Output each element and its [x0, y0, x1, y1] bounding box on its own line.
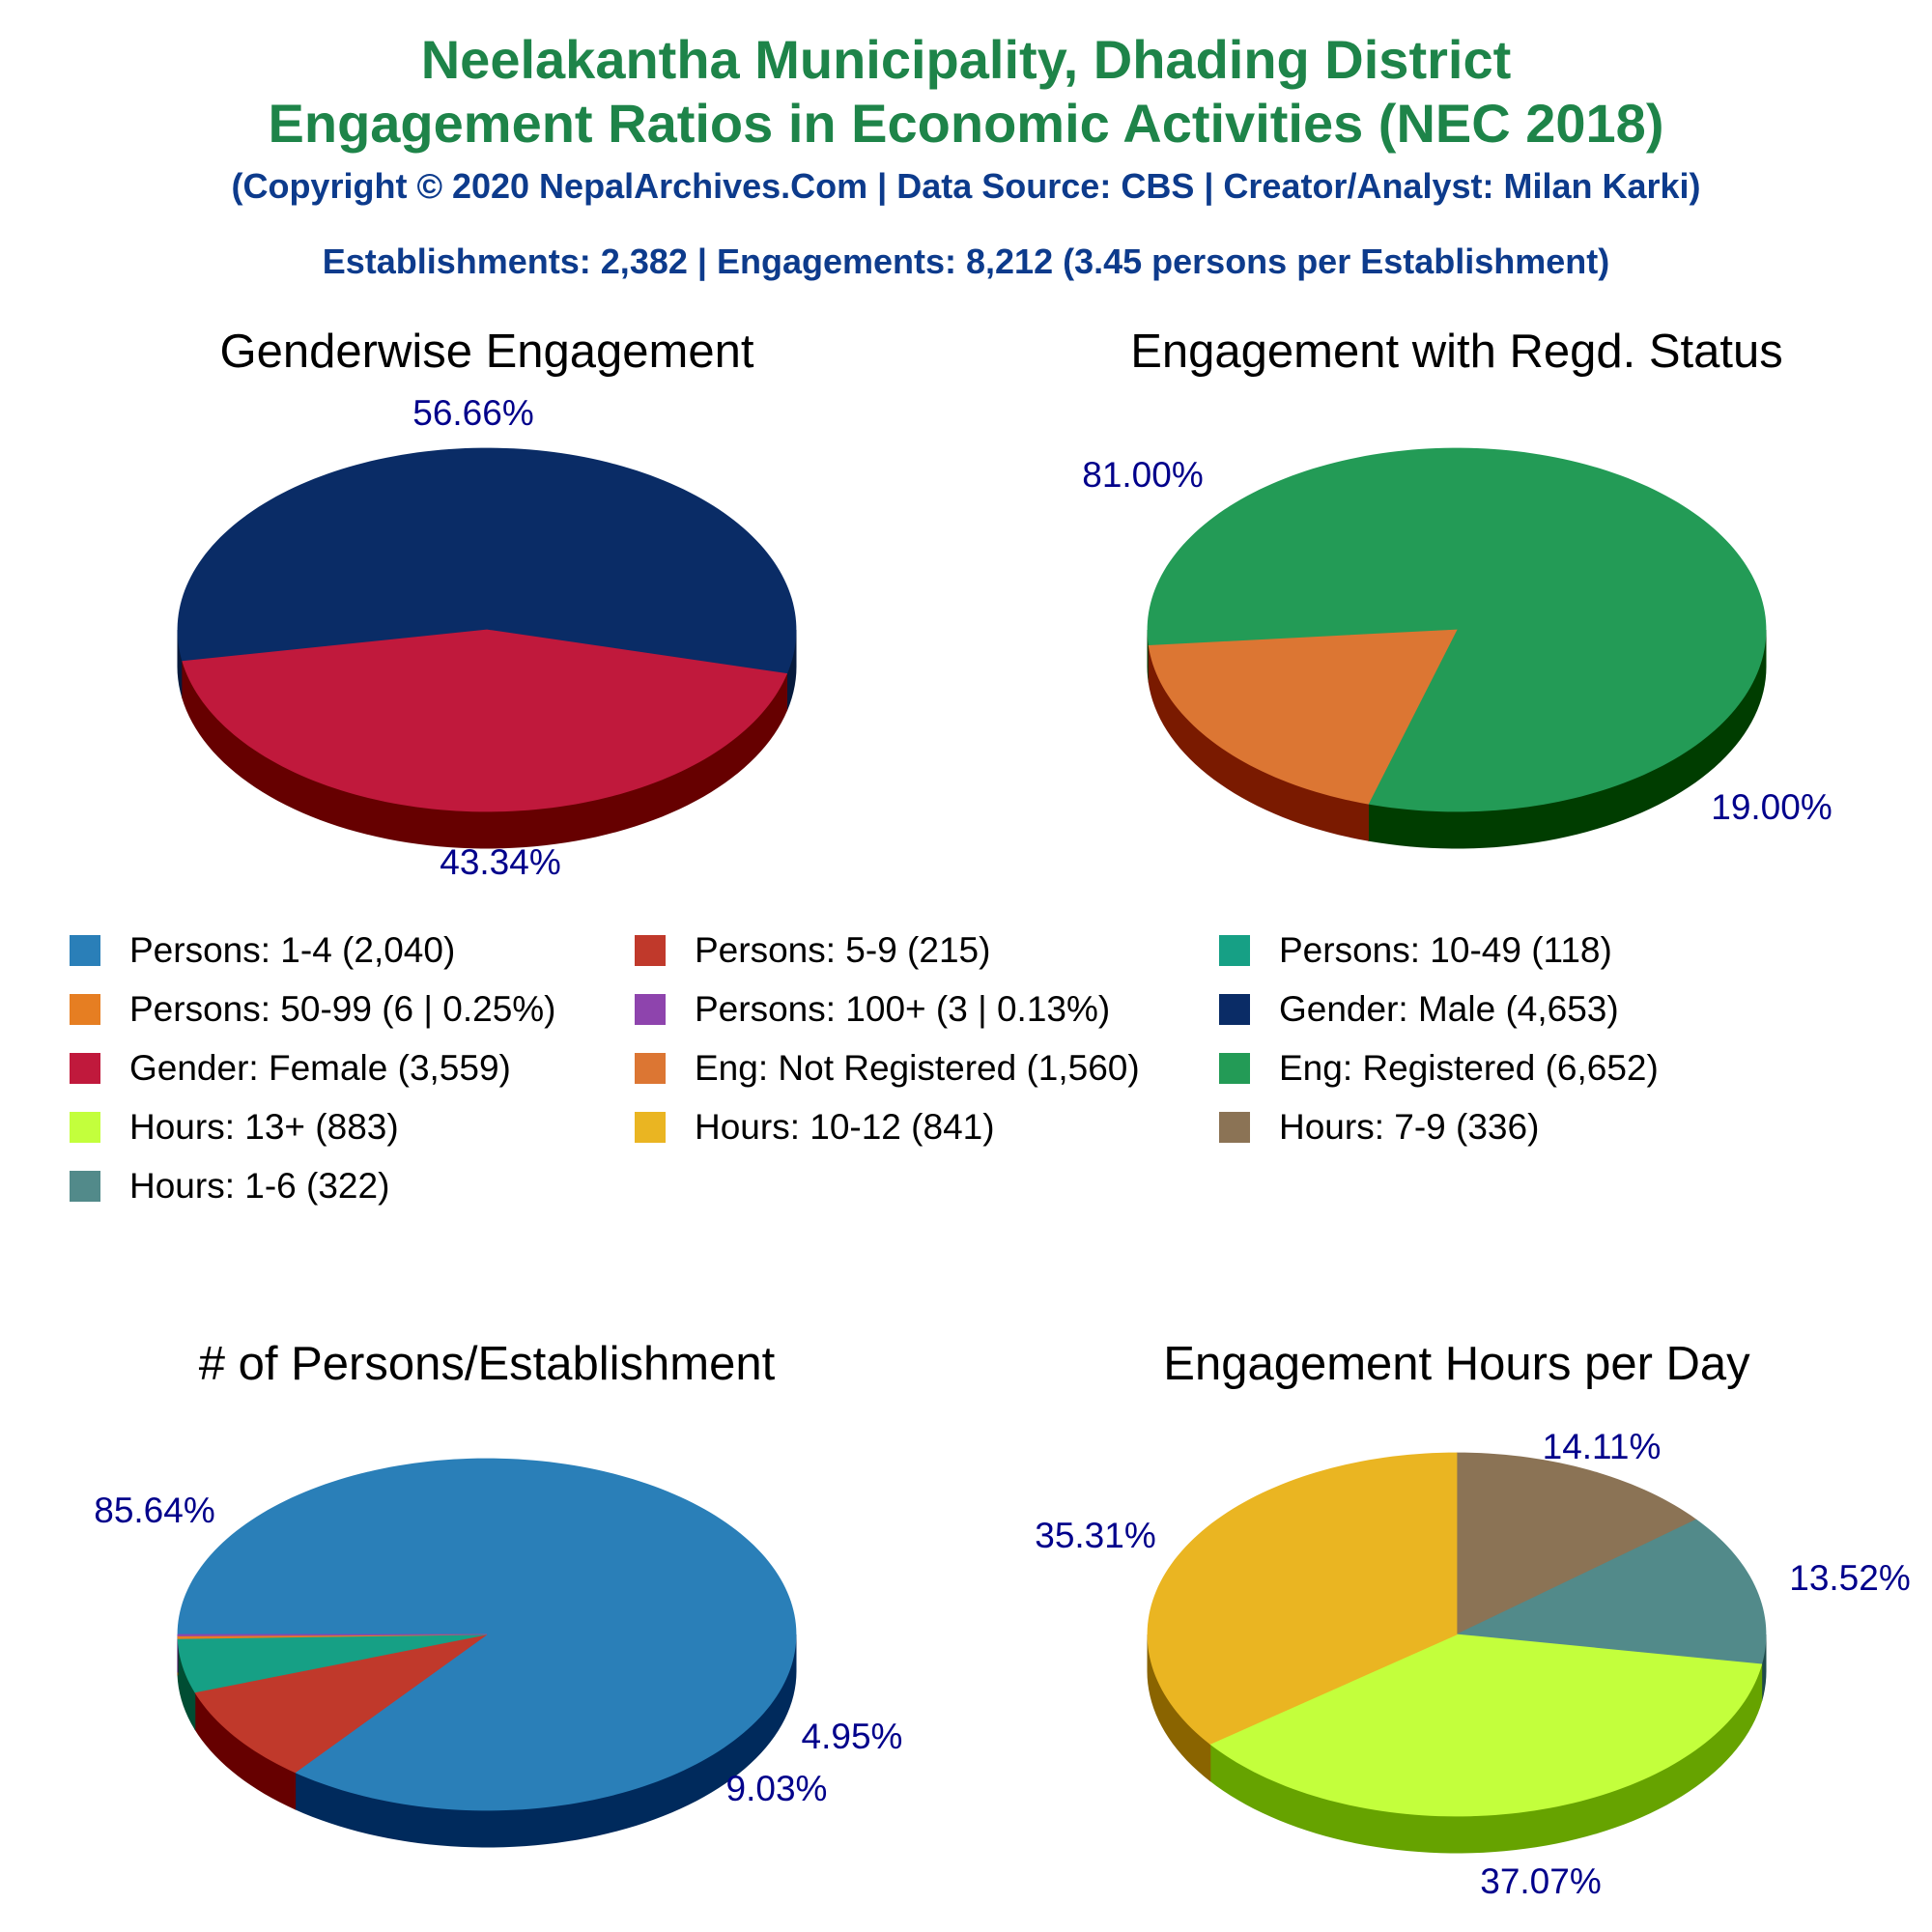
slice-percent-label: 43.34%	[440, 842, 561, 882]
legend-item	[1219, 1045, 1659, 1092]
legend-swatch	[635, 1112, 666, 1143]
legend-label: Gender: Male (4,653)	[1279, 989, 1619, 1029]
slice-percent-label: 35.31%	[1035, 1516, 1156, 1555]
legend-label: Persons: 100+ (3 | 0.13%)	[695, 989, 1111, 1029]
slice-percent-label: 19.00%	[1711, 787, 1833, 827]
legend-swatch	[70, 935, 100, 966]
pie-chart	[94, 1338, 902, 1847]
legend-item	[635, 927, 990, 974]
legend-swatch	[70, 1053, 100, 1084]
copyright-line: (Copyright © 2020 NepalArchives.Com | Data Source: CBS | Creator/Analyst: Milan Karki)	[231, 166, 1701, 206]
chart-title: Genderwise Engagement	[219, 326, 754, 378]
legend-swatch	[635, 1053, 666, 1084]
legend-item	[70, 1163, 389, 1209]
legend-label: Hours: 13+ (883)	[129, 1107, 399, 1147]
slice-percent-label: 4.95%	[801, 1717, 903, 1756]
slice-percent-label: 37.07%	[1480, 1861, 1602, 1901]
chart-title: Engagement Hours per Day	[1163, 1338, 1750, 1390]
legend-label: Persons: 50-99 (6 | 0.25%)	[129, 989, 556, 1029]
slice-percent-label: 9.03%	[725, 1769, 828, 1808]
legend-swatch	[1219, 1053, 1250, 1084]
legend-label: Hours: 1-6 (322)	[129, 1166, 390, 1206]
pie-chart	[1082, 326, 1833, 848]
legend-label: Eng: Registered (6,652)	[1279, 1048, 1659, 1088]
legend-item	[635, 986, 1110, 1033]
pie-chart	[178, 326, 796, 882]
pie-chart	[1035, 1338, 1911, 1901]
legend-label: Persons: 5-9 (215)	[695, 930, 991, 970]
legend-item	[70, 1104, 399, 1151]
legend-swatch	[70, 994, 100, 1025]
title-line-1: Neelakantha Municipality, Dhading District	[420, 29, 1512, 90]
legend-swatch	[635, 994, 666, 1025]
legend-label: Hours: 7-9 (336)	[1279, 1107, 1540, 1147]
legend-item	[635, 1104, 995, 1151]
legend-item	[635, 1045, 1140, 1092]
slice-percent-label: 85.64%	[94, 1491, 215, 1530]
legend-item	[1219, 1104, 1539, 1151]
legend-swatch	[635, 935, 666, 966]
legend-item	[1219, 927, 1612, 974]
legend-label: Eng: Not Registered (1,560)	[695, 1048, 1140, 1088]
summary-line: Establishments: 2,382 | Engagements: 8,212 (3.45 persons per Establishment)	[322, 242, 1610, 281]
legend-label: Persons: 1-4 (2,040)	[129, 930, 456, 970]
legend-swatch	[1219, 1112, 1250, 1143]
legend-item	[1219, 986, 1619, 1033]
slice-percent-label: 56.66%	[412, 393, 534, 433]
slice-percent-label: 81.00%	[1082, 455, 1204, 495]
legend-label: Hours: 10-12 (841)	[695, 1107, 995, 1147]
legend-swatch	[1219, 994, 1250, 1025]
chart-title: # of Persons/Establishment	[198, 1338, 776, 1390]
legend-item	[70, 986, 556, 1033]
legend-label: Gender: Female (3,559)	[129, 1048, 511, 1088]
legend-swatch	[1219, 935, 1250, 966]
chart-title: Engagement with Regd. Status	[1130, 326, 1783, 378]
legend-label: Persons: 10-49 (118)	[1279, 930, 1612, 970]
legend-item	[70, 927, 455, 974]
legend-item	[70, 1045, 511, 1092]
title-line-2: Engagement Ratios in Economic Activities (NEC 2018)	[268, 93, 1664, 154]
legend-swatch	[70, 1171, 100, 1202]
slice-percent-label: 14.11%	[1542, 1427, 1662, 1466]
legend-swatch	[70, 1112, 100, 1143]
slice-percent-label: 13.52%	[1789, 1558, 1911, 1598]
